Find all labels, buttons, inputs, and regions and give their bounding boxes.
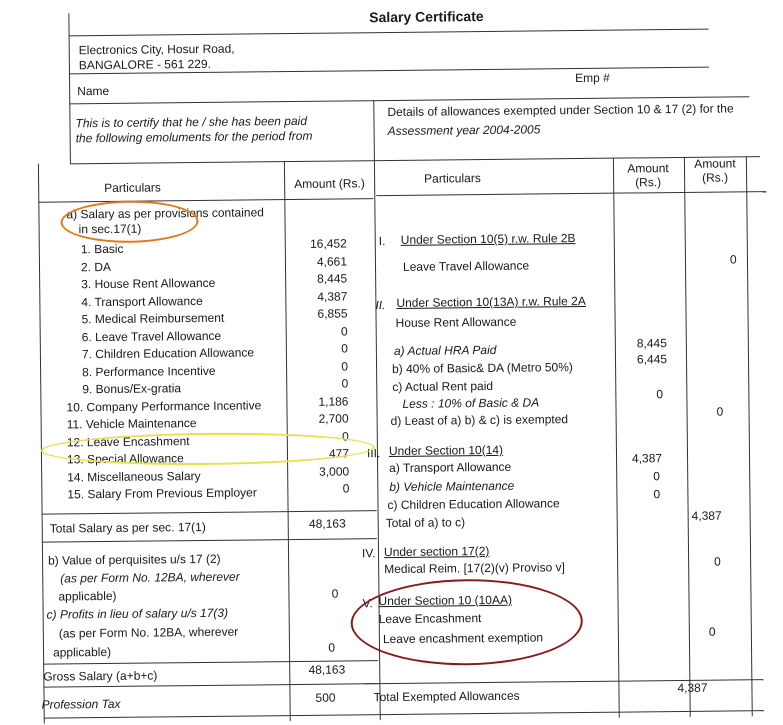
gross-salary-label: Gross Salary (a+b+c) xyxy=(43,668,158,684)
salary-item-label: 4. Transport Allowance xyxy=(81,293,203,310)
salary-item-amount: 3,000 xyxy=(319,464,350,479)
sec4-amount: 0 xyxy=(714,554,721,569)
profession-tax-label: Profession Tax xyxy=(41,696,121,712)
salary-item-amount: 8,445 xyxy=(317,271,348,286)
certify-text-line-1: This is to certify that he / she has been paid xyxy=(75,113,308,131)
address-line-2: BANGALORE - 561 229. xyxy=(78,56,212,73)
section-a-line-1: a) Salary as per provisions contained xyxy=(66,205,264,222)
sec2-title: Under Section 10(13A) r.w. Rule 2A xyxy=(396,293,586,310)
sec2-b: b) 40% of Basic& DA (Metro 50%) xyxy=(392,360,573,376)
sec2-a-amount: 8,445 xyxy=(636,336,667,351)
sec1-roman: I. xyxy=(378,234,386,249)
details-text-line-2: Assessment year 2004-2005 xyxy=(387,122,541,139)
address-line-1: Electronics City, Hosur Road, xyxy=(78,41,235,58)
orange-highlight-ring xyxy=(60,200,198,243)
left-header-particulars: Particulars xyxy=(104,180,161,195)
sec3-a-amount: 4,387 xyxy=(631,451,663,466)
salary-item-label: 9. Bonus/Ex-gratia xyxy=(82,381,182,397)
sec2-c-amount: 0 xyxy=(656,387,664,402)
salary-item-amount: 0 xyxy=(340,324,348,339)
sec3-b: b) Vehicle Maintenance xyxy=(389,478,515,495)
sec4-item: Medical Reim. [17(2)(v) Proviso v] xyxy=(384,560,565,577)
details-text-line-1: Details of allowances exempted under Section 10 & 17 (2) for the xyxy=(387,101,734,120)
sec5-roman: V. xyxy=(362,596,373,611)
sec2-sub: House Rent Allowance xyxy=(395,314,517,330)
salary-item-label: 2. DA xyxy=(80,259,112,275)
salary-item-amount: 6,855 xyxy=(317,306,348,321)
sec3-a: a) Transport Allowance xyxy=(389,459,512,476)
name-label: Name xyxy=(77,83,110,99)
sec1-title: Under Section 10(5) r.w. Rule 2B xyxy=(400,231,576,247)
salary-item-amount: 477 xyxy=(328,446,350,461)
salary-item-label: 12. Leave Encashment xyxy=(66,434,190,450)
sec3-c: c) Children Education Allowance xyxy=(387,496,560,513)
right-header-amount2-line-2: (Rs.) xyxy=(702,170,729,185)
perq-c-amount: 0 xyxy=(328,640,336,655)
perq-c-line-3: applicable) xyxy=(52,644,112,660)
sec1-amount: 0 xyxy=(729,252,737,267)
sec3-title: Under Section 10(14) xyxy=(388,442,504,459)
sec2-c-less: Less : 10% of Basic & DA xyxy=(402,395,540,411)
salary-item-amount: 0 xyxy=(341,359,349,374)
sec5-item: Leave Encashment xyxy=(378,611,482,627)
total-salary-amount: 48,163 xyxy=(308,516,346,531)
salary-item-label: 14. Miscellaneous Salary xyxy=(67,469,201,485)
salary-item-label: 8. Performance Incentive xyxy=(82,363,216,380)
section-a-line-2: in sec.17(1) xyxy=(78,221,142,237)
perq-c-line-2: (as per Form No. 12BA, wherever xyxy=(58,624,239,641)
sec5-item-2: Leave encashment exemption xyxy=(382,630,544,647)
total-exempted-label: Total Exempted Allowances xyxy=(373,688,520,705)
salary-item-amount: 0 xyxy=(341,376,349,391)
salary-item-label: 7. Children Education Allowance xyxy=(81,345,255,362)
sec3-total: 4,387 xyxy=(691,508,722,523)
profession-tax-amount: 500 xyxy=(315,690,336,705)
sec2-a: a) Actual HRA Paid xyxy=(393,342,497,358)
salary-item-amount: 0 xyxy=(341,341,348,356)
salary-item-label: 15. Salary From Previous Employer xyxy=(67,485,257,502)
salary-item-label: 11. Vehicle Maintenance xyxy=(66,416,197,432)
sec3-b-amount: 0 xyxy=(653,469,660,484)
perq-b-amount: 0 xyxy=(331,586,339,601)
sec3-roman: III. xyxy=(366,446,381,461)
sec1-item: Leave Travel Allowance xyxy=(402,258,530,274)
sec3-total-label: Total of a) to c) xyxy=(385,515,466,531)
total-exempted-amount: 4,387 xyxy=(677,680,708,696)
sec5-title: Under Section 10 (10AA) xyxy=(378,592,512,609)
certify-text-line-2: the following emoluments for the period from xyxy=(75,128,313,146)
salary-item-label: 5. Medical Reimbursement xyxy=(81,310,225,327)
perq-b-line-2: (as per Form No. 12BA, wherever xyxy=(60,569,240,586)
sec4-roman: IV. xyxy=(361,546,376,561)
salary-item-label: 10. Company Performance Incentive xyxy=(66,398,262,415)
salary-item-amount: 4,661 xyxy=(316,254,348,269)
perq-b-line-3: applicable) xyxy=(58,588,117,604)
left-header-amount: Amount (Rs.) xyxy=(294,176,365,192)
salary-item-amount: 1,186 xyxy=(318,394,349,409)
right-header-amount1-line-1: Amount xyxy=(627,161,669,176)
salary-item-amount: 0 xyxy=(342,429,349,444)
salary-item-amount: 4,387 xyxy=(317,289,348,304)
sec4-title: Under section 17(2) xyxy=(383,543,490,560)
document-title: Salary Certificate xyxy=(369,8,484,26)
salary-item-amount: 2,700 xyxy=(318,411,349,426)
total-salary-label: Total Salary as per sec. 17(1) xyxy=(49,519,206,536)
salary-item-label: 1. Basic xyxy=(80,241,124,257)
red-highlight-ring xyxy=(350,578,583,666)
perq-c-line-1: c) Profits in lieu of salary u/s 17(3) xyxy=(46,605,229,622)
sec2-roman: II. xyxy=(375,298,386,313)
salary-item-amount: 16,452 xyxy=(309,236,347,251)
salary-item-amount: 0 xyxy=(342,481,350,496)
sec5-amount: 0 xyxy=(708,624,716,639)
perq-b-line-1: b) Value of perquisites u/s 17 (2) xyxy=(48,551,221,568)
salary-item-label: 6. Leave Travel Allowance xyxy=(81,328,222,345)
sec2-b-amount: 6,445 xyxy=(636,352,668,367)
emp-label: Emp # xyxy=(574,70,610,86)
gross-salary-amount: 48,163 xyxy=(308,662,346,677)
right-header-amount2-line-1: Amount xyxy=(694,156,736,171)
sec3-c-amount: 0 xyxy=(653,487,661,502)
salary-item-label: 3. House Rent Allowance xyxy=(81,275,216,292)
sec2-d: d) Least of a) b) & c) is exempted xyxy=(390,412,569,429)
sec2-c: c) Actual Rent paid xyxy=(392,378,494,394)
right-header-particulars: Particulars xyxy=(424,171,481,186)
salary-item-label: 13. Special Allowance xyxy=(66,451,184,467)
sec2-total: 0 xyxy=(716,404,724,419)
right-header-amount1-line-2: (Rs.) xyxy=(635,175,662,190)
